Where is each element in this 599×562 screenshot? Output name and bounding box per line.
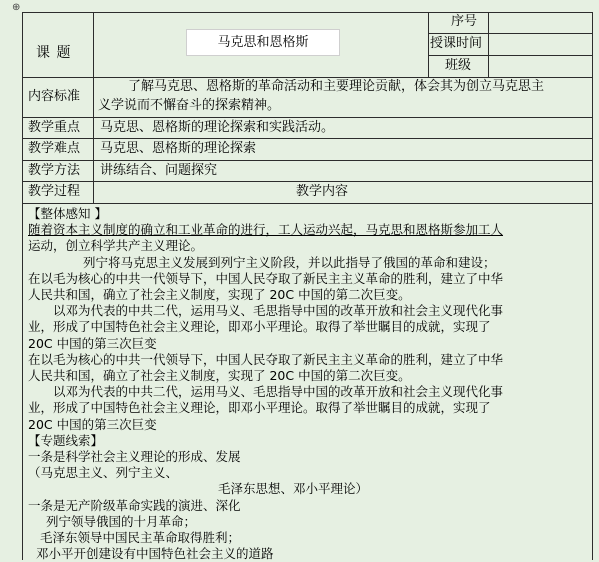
sequence-label: 序号	[450, 14, 477, 29]
method-label: 教学方法	[28, 163, 81, 178]
difficulty-label: 教学难点	[28, 141, 81, 156]
key-points-label: 教学重点	[28, 120, 81, 135]
content-standard-line-1: 了解马克思、恩格斯的革命活动和主要理论贡献，体会其为创立马克思主	[128, 79, 545, 94]
body-line: 毛泽东领导中国民主革命取得胜利；	[40, 530, 241, 546]
key-points-text: 马克思、恩格斯的理论探索和实践活动。	[100, 120, 335, 135]
body-line: 运动，创立科学共产主义理论。	[28, 238, 204, 254]
header-column-divider-1	[428, 12, 429, 77]
body-line: 列宁将马克思主义发展到列宁主义阶段，并以此指导了俄国的革命和建设；	[83, 254, 496, 270]
body-line: （马克思主义、列宁主义、	[28, 465, 179, 481]
body-line: 人民共和国，确立了社会主义制度，实现了 20C 中国的第二次巨变。	[28, 368, 411, 384]
table-border-top	[22, 12, 593, 13]
teaching-content	[28, 206, 593, 562]
row-divider-6	[22, 203, 593, 204]
process-label: 教学过程	[28, 184, 81, 199]
body-line: 业，形成了中国特色社会主义理论，即邓小平理论。取得了举世瞩目的成就，实现了	[28, 319, 491, 335]
content-standard-line-2: 义学说而不懈奋斗的探索精神。	[98, 98, 281, 113]
row-divider-5	[22, 181, 593, 182]
class-label: 班级	[445, 58, 472, 73]
content-header: 教学内容	[296, 184, 349, 199]
body-line: 一条是无产阶级革命实践的演进、深化	[28, 497, 241, 513]
body-line: 列宁领导俄国的十月革命；	[46, 513, 197, 529]
body-line: 业，形成了中国特色社会主义理论，即邓小平理论。取得了举世瞩目的成就，实现了	[28, 400, 491, 416]
body-line: 在以毛为核心的中共一代领导下，中国人民夺取了新民主主义革命的胜利，建立了中华	[28, 351, 504, 367]
body-line: 【专题线索】	[28, 432, 104, 448]
row-divider-3	[22, 138, 593, 139]
row-divider-4	[22, 160, 593, 161]
body-line: 在以毛为核心的中共一代领导下，中国人民夺取了新民主主义革命的胜利，建立了中华	[28, 270, 504, 286]
subject-label: 课 题	[36, 45, 72, 61]
body-line: 邓小平开创建设有中国特色社会主义的道路	[36, 546, 274, 562]
body-line: 一条是科学社会主义理论的形成、发展	[28, 449, 241, 465]
cell-marker-icon: ⊕	[12, 2, 21, 13]
body-line: 20C 中国的第三次巨变	[28, 335, 157, 351]
method-text: 讲练结合、问题探究	[100, 163, 218, 178]
body-line: 随着资本主义制度的确立和工业革命的进行，工人运动兴起，马克思和恩格斯参加工人	[28, 222, 504, 238]
row-divider-2	[22, 117, 593, 118]
content-standard-label: 内容标准	[28, 89, 81, 104]
lesson-title: 马克思和恩格斯	[186, 29, 340, 56]
header-column-divider-2	[488, 12, 489, 77]
body-line: 以邓为代表的中共二代，运用马义、毛思指导中国的改革开放和社会主义现代化事	[53, 303, 504, 319]
label-column-divider	[93, 12, 94, 204]
class-time-label: 授课时间	[430, 36, 483, 51]
body-line: 毛泽东思想、邓小平理论）	[218, 481, 369, 497]
body-line: 20C 中国的第三次巨变	[28, 416, 157, 432]
header-row-divider-1	[428, 33, 592, 34]
header-row-divider-2	[428, 55, 592, 56]
body-line: 人民共和国，确立了社会主义制度，实现了 20C 中国的第二次巨变。	[28, 287, 411, 303]
body-line: 【整体感知 】	[28, 206, 107, 221]
body-line: 以邓为代表的中共二代，运用马义、毛思指导中国的改革开放和社会主义现代化事	[53, 384, 504, 400]
table-border-left	[22, 12, 23, 560]
difficulty-text: 马克思、恩格斯的理论探索	[100, 141, 257, 156]
